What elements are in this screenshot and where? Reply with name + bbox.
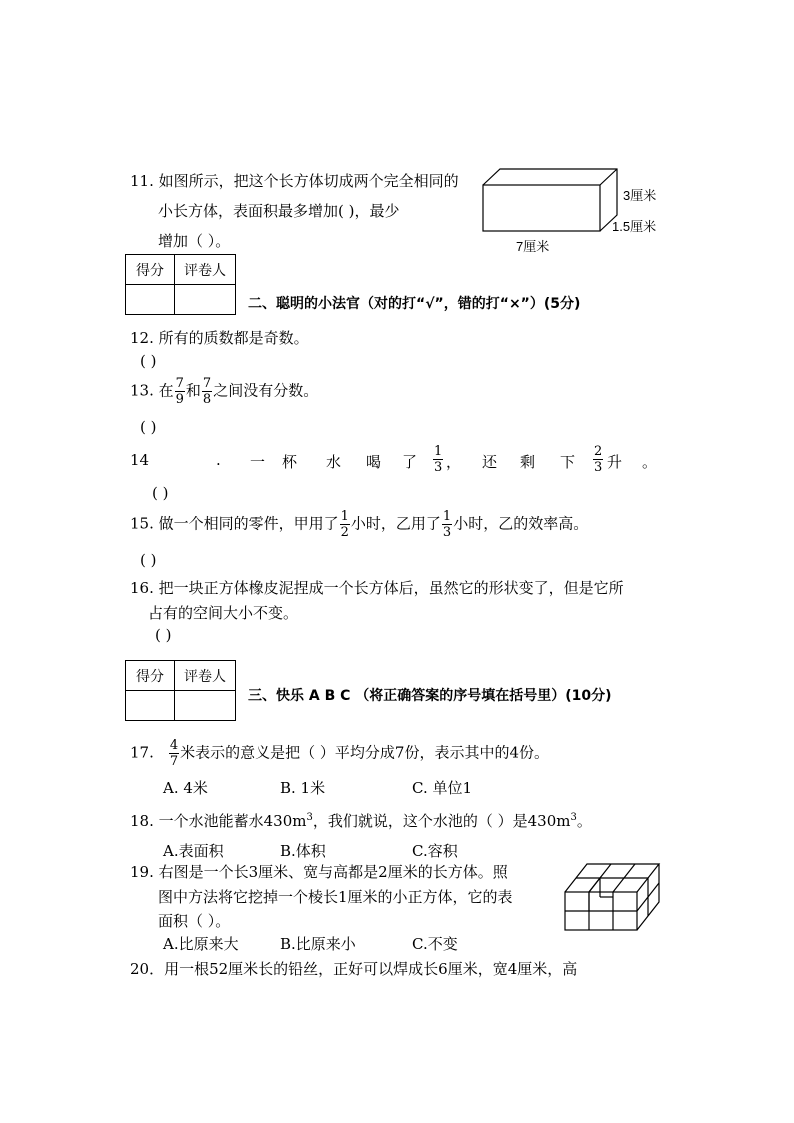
section2-title: 二、聪明的小法官（对的打“√”，错的打“×”）(5分) [248, 296, 581, 312]
q19-option-a[interactable]: A.比原来大 [163, 935, 239, 953]
q14-char: 剩 [520, 453, 536, 471]
q11-cuboid-figure [480, 165, 620, 235]
q15-pre: 15. 做一个相同的零件，甲用了 [130, 514, 339, 533]
q18-option-b[interactable]: B.体积 [280, 842, 326, 860]
q11-line3: 增加（ ）。 [158, 232, 231, 250]
q14-char: 了 [402, 453, 418, 471]
q20-line1: 20．用一根52厘米长的铅丝，正好可以焊成长6厘米，宽4厘米，高 [130, 960, 578, 978]
grader-cell[interactable] [175, 285, 236, 315]
section3-title: 三、快乐 A B C （将正确答案的序号填在括号里）(10分) [248, 688, 612, 704]
q16-line1: 16. 把一块正方体橡皮泥捏成一个长方体后，虽然它的形状变了，但是它所 [130, 579, 624, 597]
q14-dot: . [216, 451, 221, 469]
q12-answer-paren[interactable]: ( ) [140, 352, 157, 370]
q17-option-a[interactable]: A. 4米 [163, 779, 208, 797]
score-label: 得分 [126, 255, 175, 285]
q14-fraction-2: $\frac{2}{3}$ [594, 444, 603, 475]
q14-line [130, 444, 658, 480]
q11-line1: 11. 如图所示，把这个长方体切成两个完全相同的 [130, 172, 459, 190]
q14-char: 杯 [282, 453, 298, 471]
q17-option-c[interactable]: C. 单位1 [412, 779, 473, 797]
q16-line2: 占有的空间大小不变。 [148, 604, 299, 622]
score-label: 得分 [126, 661, 175, 691]
q18-end: 。 [576, 812, 592, 830]
q13-answer-paren[interactable]: ( ) [140, 418, 157, 436]
q11-line2: 小长方体，表面积最多增加( )，最少 [158, 202, 400, 220]
q14-char: 下 [560, 453, 576, 471]
q13-mid: 和 [185, 381, 201, 400]
q14-char: 水 [326, 453, 342, 471]
q16-answer-paren[interactable]: ( ) [155, 626, 172, 644]
q11-height-label: 3厘米 [623, 188, 657, 203]
q17-num: 17. [130, 743, 154, 762]
q18-mid: ，我们就说，这个水池的（ ）是430m [312, 812, 571, 830]
grader-cell[interactable] [175, 691, 236, 721]
q18-exp: 3 [306, 812, 313, 823]
q19-line2: 图中方法将它挖掉一个棱长1厘米的小正方体，它的表 [158, 888, 513, 906]
q15-fraction-1: $\frac{1}{2}$ [340, 509, 349, 540]
q15-line [130, 509, 588, 540]
q11-width-label: 1.5厘米 [612, 219, 657, 234]
q15-post: 小时，乙的效率高。 [453, 514, 589, 533]
q18-option-c[interactable]: C.容积 [412, 842, 458, 860]
score-table-section3 [125, 660, 236, 721]
q18-pre: 18. 一个水池能蓄水430m [130, 812, 307, 830]
q15-answer-paren[interactable]: ( ) [140, 551, 157, 569]
q13-line [130, 376, 318, 407]
score-cell[interactable] [126, 285, 175, 315]
score-table-section2 [125, 254, 236, 315]
q18-exp2: 3 [570, 812, 577, 823]
q14-char: 一 [250, 453, 266, 471]
q19-line1: 19. 右图是一个长3厘米、宽与高都是2厘米的长方体。照 [130, 863, 508, 881]
q12-text: 12. 所有的质数都是奇数。 [130, 329, 309, 347]
q11-length-label: 7厘米 [516, 239, 550, 254]
q17-fraction: $\frac{4}{7}$ [169, 738, 179, 769]
q14-answer-paren[interactable]: ( ) [152, 484, 169, 502]
q15-mid: 小时，乙用了 [350, 514, 441, 533]
q14-unit: 升 [607, 453, 623, 471]
q19-option-c[interactable]: C.不变 [412, 935, 458, 953]
grader-label: 评卷人 [175, 661, 236, 691]
q14-char: 还 [482, 453, 498, 471]
q14-end: 。 [642, 453, 658, 471]
q14-comma: ， [446, 453, 462, 471]
q19-line3: 面积（ ）。 [158, 912, 231, 930]
q13-pre: 13. 在 [130, 381, 174, 400]
q13-fraction-2: $\frac{7}{8}$ [202, 376, 212, 407]
q19-cuboid-cutout-figure [562, 858, 662, 934]
q17-option-b[interactable]: B. 1米 [280, 779, 326, 797]
q14-num: 14 [130, 451, 150, 469]
q17-text: 米表示的意义是把（ ）平均分成7份，表示其中的4份。 [180, 743, 549, 762]
q18-option-a[interactable]: A.表面积 [163, 842, 224, 860]
q18-line [130, 810, 592, 831]
score-cell[interactable] [126, 691, 175, 721]
q13-post: 之间没有分数。 [213, 381, 319, 400]
q13-fraction-1: $\frac{7}{9}$ [175, 376, 184, 407]
q19-option-b[interactable]: B.比原来小 [280, 935, 356, 953]
q14-fraction-1: $\frac{1}{3}$ [434, 444, 443, 475]
q14-char: 喝 [366, 453, 382, 471]
q17-line [130, 738, 549, 769]
grader-label: 评卷人 [175, 255, 236, 285]
q15-fraction-2: $\frac{1}{3}$ [442, 509, 452, 540]
